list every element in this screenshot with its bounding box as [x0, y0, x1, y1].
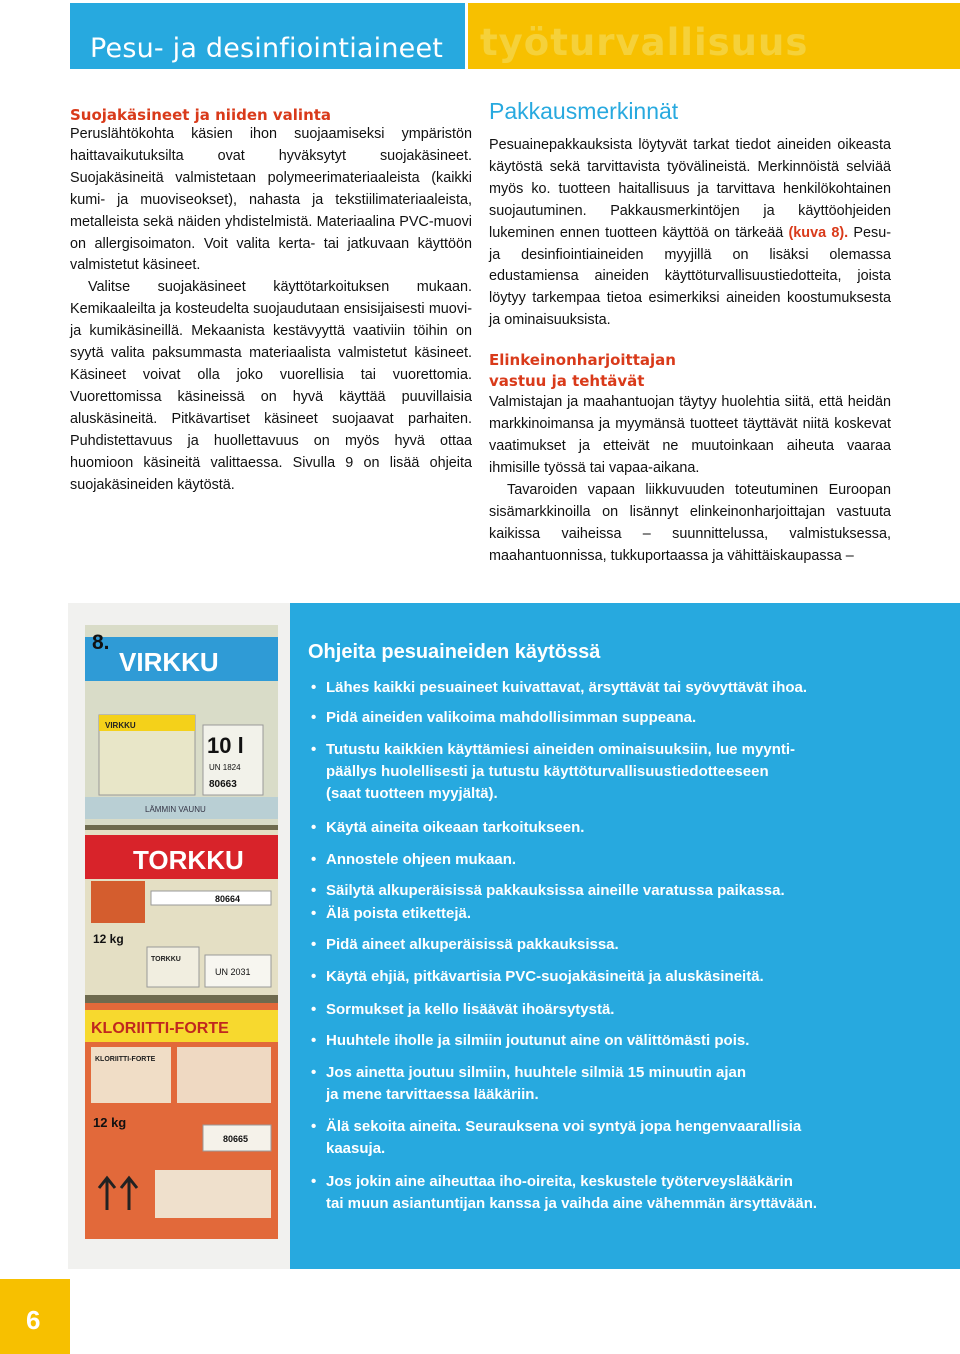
responsibility-paragraph-2: Tavaroiden vapaan liikkuvuuden toteutuminen Euroopan sisämarkkinoilla on lisännyt elinkeinonharjoittajan vastuuta kaikissa vaiheissa – suunnittelussa, valmistuksessa, maahantuonnissa, tukkuportaassa ja vähittäiskaupassa – — [489, 481, 891, 564]
figure-reference: (kuva 8). — [788, 224, 849, 241]
package-kloriitti-label-name: KLORIITTI-FORTE — [95, 1056, 156, 1063]
instruction-item: • Pidä aineet alkuperäisissä pakkauksissa. — [326, 934, 926, 956]
page-title: Pesu- ja desinfiointiaineet — [90, 33, 444, 64]
package-virkku-footer: LÄMMIN VAUNU — [145, 805, 206, 814]
right-column — [489, 98, 891, 567]
instruction-item: • Jos jokin aine aiheuttaa iho-oireita, keskustele työterveyslääkärin tai muun asiantuntijan kanssa ja vaihda aine vähemmän ärsyttävään. — [326, 1171, 926, 1215]
section-heading-responsibility — [489, 350, 891, 392]
page-number-box — [0, 1279, 70, 1354]
page-number: 6 — [26, 1305, 41, 1335]
instruction-item: • Säilytä alkuperäisissä pakkauksissa aineille varatussa paikassa. — [326, 880, 926, 902]
instructions-panel — [290, 603, 960, 1269]
responsibility-heading-line-2: vastuu ja tehtävät — [489, 372, 645, 391]
instruction-item: • Lähes kaikki pesuaineet kuivattavat, ärsyttävät tai syövyttävät ihoa. — [326, 677, 926, 699]
instruction-item: • Käytä aineita oikeaan tarkoitukseen. — [326, 817, 926, 839]
package-torkku-brand: TORKKU — [133, 845, 244, 875]
section-heading-labels: Pakkausmerkinnät — [489, 98, 679, 124]
package-torkku-product-code: 80664 — [215, 894, 241, 904]
gloves-paragraph-2: Valitse suojakäsineet käyttötarkoituksen mukaan. Kemikaaleilta ja kosteudelta suojaudutaan ensisijaisesti muovi- ja kumikäsineillä. Mekaanista kestävyyttä vaativiin töihin on syytä valita paksummasta materiaalista valmistetut käsineet. Käsineet voivat olla joko vuorellisia tai vuorettomia. Vuorettomissa käsineissä on hyvä käyttää puuvillaisia aluskäsineitä. Pitkävartiset käsineet suojaavat parhaiten. Puhdistettavuus ja huollettavuus on myös hyvä ottaa huomioon käsineitä valittaessa. Sivulla 9 on lisää ohjeita suojakäsineiden käytöstä. — [70, 279, 472, 493]
instruction-item: • Tutustu kaikkien käyttämiesi aineiden ominaisuuksiin, lue myynti- päällys huolellisesti ja tutustu käyttöturvallisuustiedotteeseen (saat tuotteen myyjältä). — [326, 739, 926, 805]
package-virkku — [85, 625, 278, 825]
labels-paragraph — [489, 135, 891, 332]
package-torkku-label — [147, 947, 199, 987]
responsibility-heading-line-1: Elinkeinonharjoittajan — [489, 351, 676, 370]
instruction-item: • Käytä ehjiä, pitkävartisia PVC-suojakäsineitä ja aluskäsineitä. — [326, 966, 926, 988]
package-torkku — [85, 830, 278, 995]
package-torkku-un-code: UN 2031 — [215, 967, 251, 977]
package-torkku-hazard-panel — [91, 881, 145, 923]
package-torkku-weight: 12 kg — [93, 932, 124, 946]
package-kloriitti-bottom-label — [155, 1170, 271, 1218]
left-column — [70, 106, 472, 496]
packages-illustration — [85, 625, 278, 1239]
package-virkku-label-name: VIRKKU — [105, 721, 136, 730]
package-torkku-code-box — [151, 891, 271, 905]
instruction-item: • Pidä aineiden valikoima mahdollisimman suppeana. — [326, 707, 926, 729]
package-virkku-brand: VIRKKU — [119, 647, 219, 677]
labels-text-before: Pesuainepakkauksista löytyvät tarkat tiedot aineiden oikeasta käytöstä sekä tarvittavista työvälineistä. Merkinnöistä selviää myös ko. tuotteen haitallisuus ja tarvittava henkilökohtainen suojautuminen. Pakkausmerkintöjen ja käyttöohjeiden lukeminen ennen tuotteen käyttöä on tärkeää — [489, 137, 891, 241]
header-title-bar — [70, 3, 465, 69]
labels-text-after: Pesu- ja desinfiointiaineiden myyjillä on lisäksi olemassa edustamiensa aineiden käyttöturvallisuustiedotteita, joista löytyy tarkempaa tietoa esimerkiksi aineiden koostumuksesta ja ominaisuuksista. — [489, 224, 891, 329]
instruction-item: • Annostele ohjeen mukaan. — [326, 849, 926, 871]
instruction-item: • Älä poista etikettejä. — [326, 903, 926, 925]
brand-wordmark: työturvallisuus — [480, 21, 809, 64]
package-virkku-volume: 10 l — [207, 733, 244, 758]
responsibility-paragraph-1: Valmistajan ja maahantuojan täytyy huolehtia siitä, että heidän markkinoimansa ja myymänsä tuotteet täyttävät niitä koskevat vaatimukset ja etteivät ne muutoinkaan aiheuta vaaraa ihmisille työssä tai vapaa-aikana. — [489, 394, 891, 476]
instruction-item: • Sormukset ja kello lisäävät ihoärsytystä. — [326, 999, 926, 1021]
package-kloriitti — [85, 1003, 278, 1239]
instruction-item: • Huuhtele iholle ja silmiin joutunut aine on välittömästi pois. — [326, 1030, 926, 1052]
package-virkku-un-code: UN 1824 — [209, 763, 241, 772]
header-brand-bar — [468, 3, 960, 69]
gloves-paragraph-1: Peruslähtökohta käsien ihon suojaamiseksi ympäristön haittavaikutuksilta ovat hyväksytyt suojakäsineet. Suojakäsineitä valmistetaan polymeerimateriaaleista (kaikki kumi- ja muoviseokset), nahasta ja tekstiilimateriaaleista, metalleista sekä näiden yhdistelmistä. Materiaalina PVC-muovi on allergisoimaton. Voit valita kerta- tai jatkuvaan käyttöön valmistetut käsineet. — [70, 126, 472, 274]
package-kloriitti-info-panel — [177, 1047, 271, 1103]
package-kloriitti-brand: KLORIITTI-FORTE — [91, 1020, 229, 1037]
detergent-packages-photo — [85, 625, 278, 1239]
package-kloriitti-weight: 12 kg — [93, 1115, 127, 1130]
package-kloriitti-product-code: 80665 — [223, 1134, 249, 1144]
instruction-item: • Älä sekoita aineita. Seurauksena voi syntyä jopa hengenvaarallisia kaasuja. — [326, 1116, 926, 1160]
instructions-title: Ohjeita pesuaineiden käytössä — [308, 641, 601, 663]
package-virkku-product-code: 80663 — [209, 779, 237, 790]
instruction-item: • Jos ainetta joutuu silmiin, huuhtele silmiä 15 minuutin ajan ja mene tarvittaessa lääkäriin. — [326, 1062, 926, 1106]
package-torkku-label-name: TORKKU — [151, 956, 181, 963]
figure-number: 8. — [92, 631, 110, 654]
section-heading-gloves: Suojakäsineet ja niiden valinta — [70, 106, 332, 124]
